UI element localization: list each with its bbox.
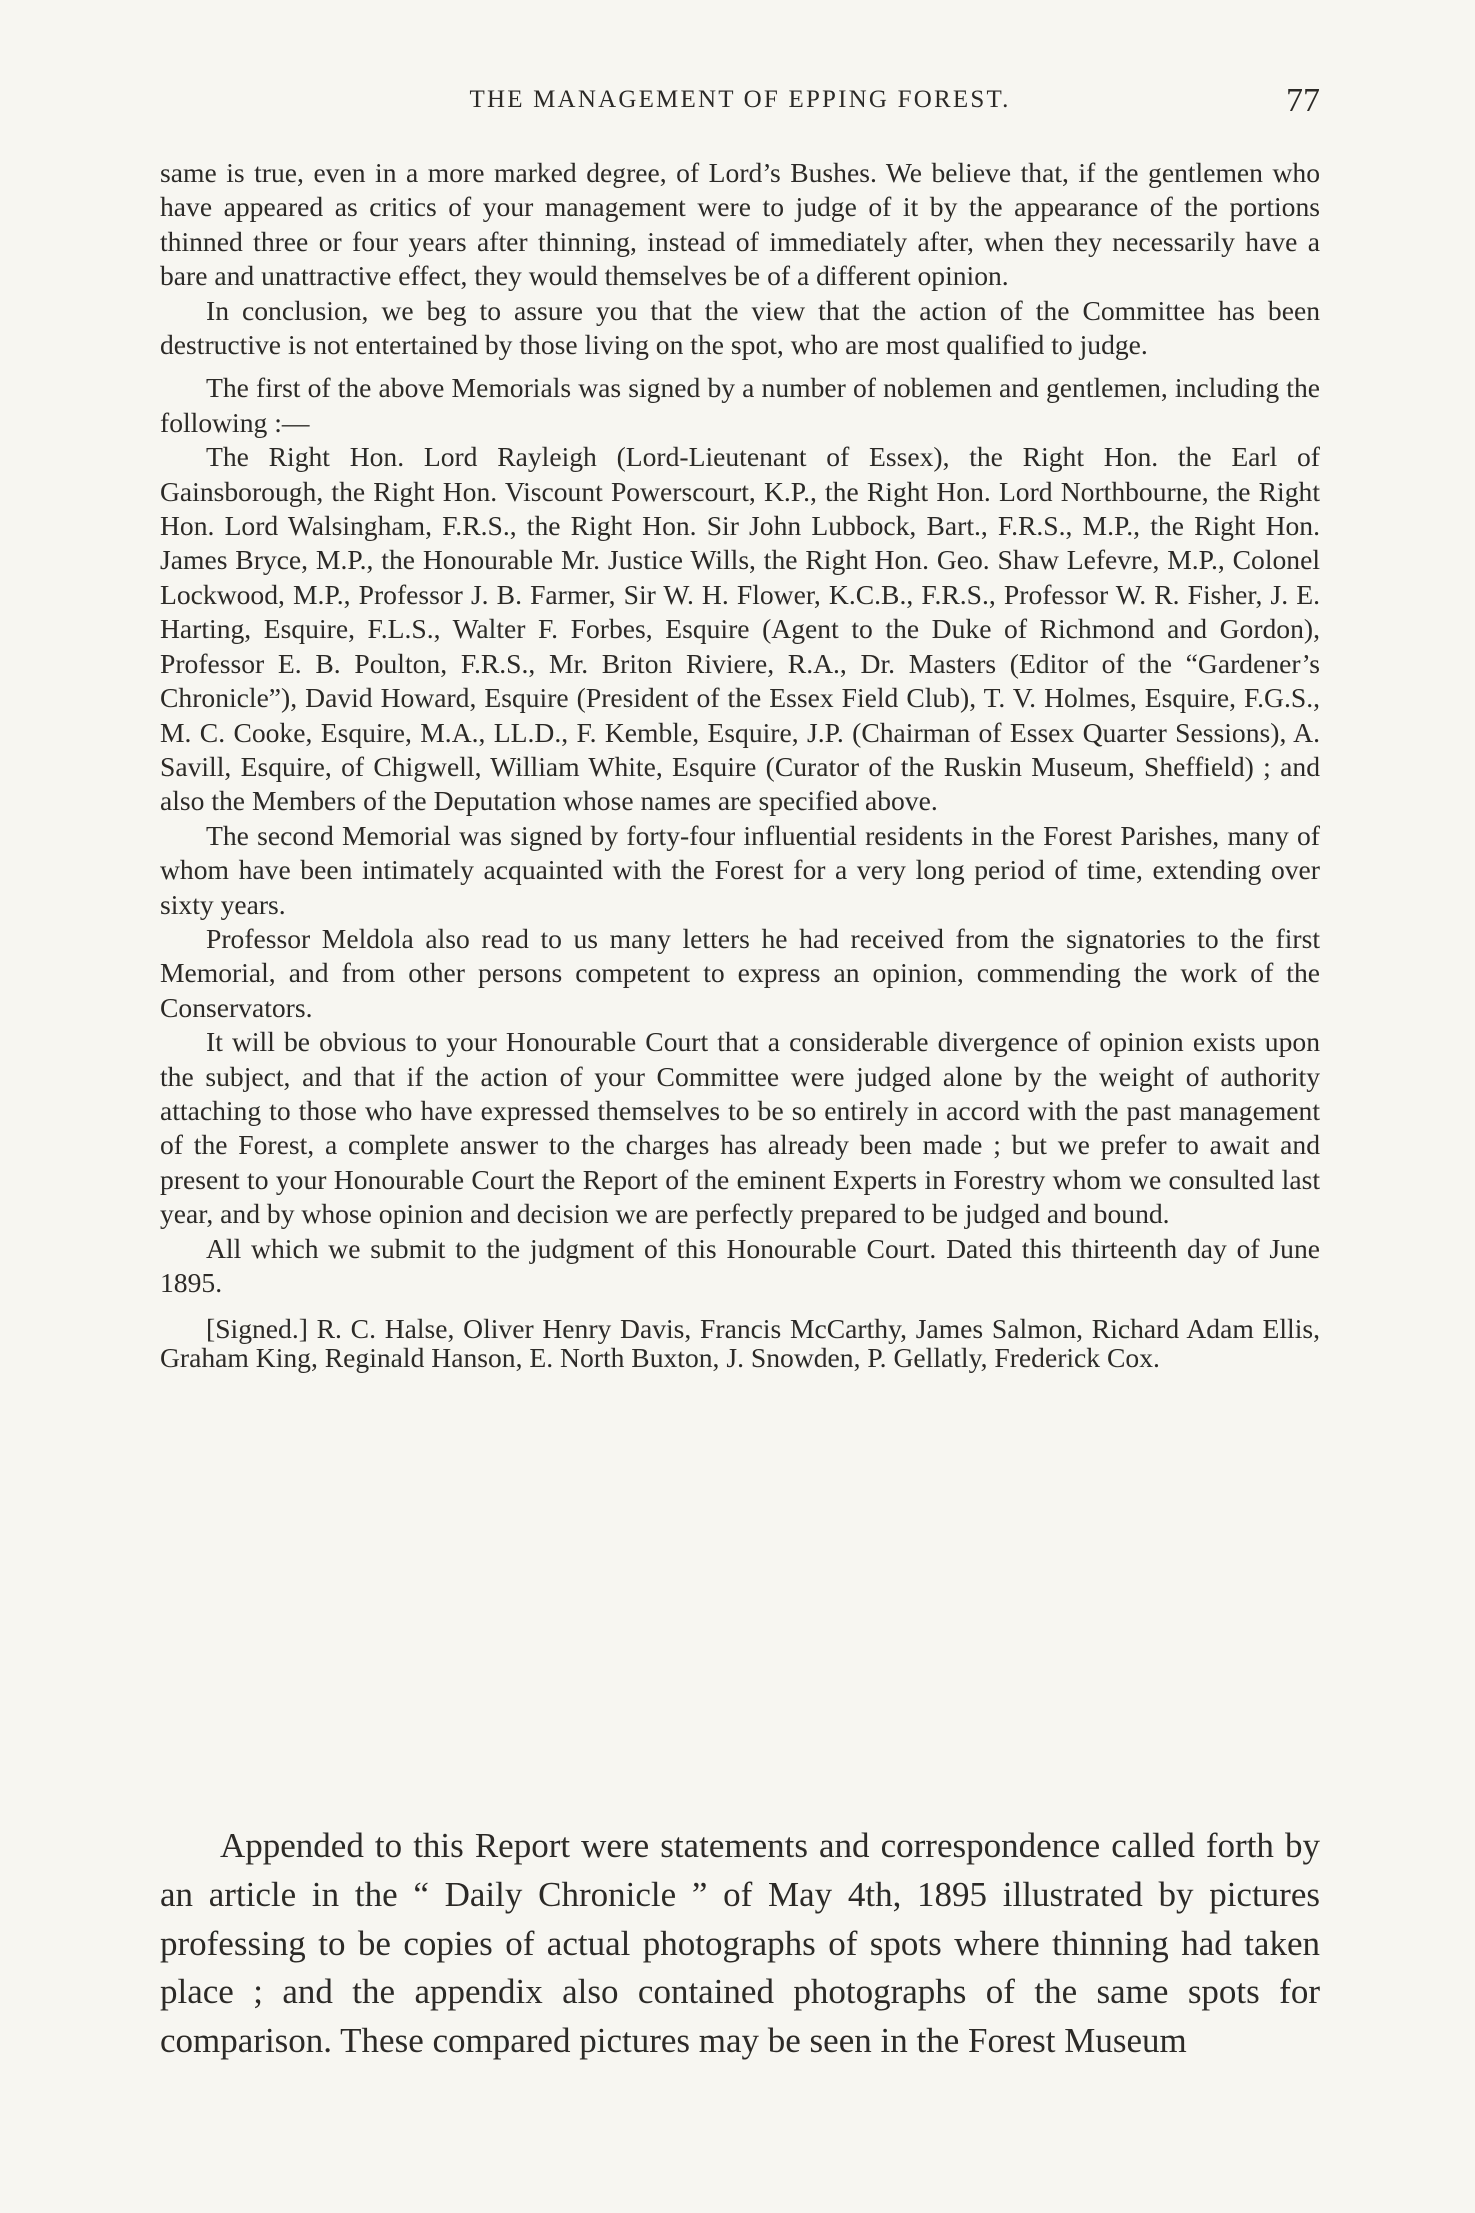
paragraph-meldola-letters: Professor Meldola also read to us many letters he had received from the signatories to the first Memorial, and from other persons competent to express an opinion, commending the work of the Conservators.	[160, 922, 1320, 1023]
running-title: THE MANAGEMENT OF EPPING FOREST.	[469, 86, 1011, 113]
running-head	[160, 82, 1320, 122]
paragraph-submission: All which we submit to the judgment of this Honourable Court. Dated this thirteenth day of June 1895.	[160, 1232, 1320, 1298]
page-number: 77	[1286, 82, 1320, 119]
paragraph-signed: [Signed.] R. C. Halse, Oliver Henry Davis, Francis McCarthy, James Salmon, Richard Adam Ellis, Graham King, Reginald Hanson, E. North Buxton, J. Snowden, P. Gellatly, Frederick Cox.	[160, 1313, 1320, 1374]
paragraph-conclusion: In conclusion, we beg to assure you that the view that the action of the Committee has been destructive is not entertained by those living on the spot, who are most qualified to judge.	[160, 294, 1320, 361]
paragraph-signatories: The Right Hon. Lord Rayleigh (Lord-Lieutenant of Essex), the Right Hon. the Earl of Gainsborough, the Right Hon. Viscount Powerscourt, K.P., the Right Hon. Lord Northbourne, the Right Hon. Lord Walsingham, F.R.S., the Right Hon. Sir John Lubbock, Bart., F.R.S., M.P., the Right Hon. James Bryce, M.P., the Honourable Mr. Justice Wills, the Right Hon. Geo. Shaw Lefevre, M.P., Colonel Lockwood, M.P., Professor J. B. Farmer, Sir W. H. Flower, K.C.B., F.R.S., Professor W. R. Fisher, J. E. Harting, Esquire, F.L.S., Walter F. Forbes, Esquire (Agent to the Duke of Richmond and Gordon), Professor E. B. Poulton, F.R.S., Mr. Briton Riviere, R.A., Dr. Masters (Editor of the “Gardener’s Chronicle”), David Howard, Esquire (President of the Essex Field Club), T. V. Holmes, Esquire, F.G.S., M. C. Cooke, Esquire, M.A., LL.D., F. Kemble, Esquire, J.P. (Chairman of Essex Quarter Sessions), A. Savill, Esquire, of Chigwell, William White, Esquire (Curator of the Ruskin Museum, Sheffield) ; and also the Members of the Deputation whose names are specified above.	[160, 441, 1320, 817]
closing-section	[160, 1822, 1320, 2066]
paragraph-second-memorial: The second Memorial was signed by forty-four influential residents in the Forest Parishes, many of whom have been intimately acquainted with the Forest for a very long period of time, extending over sixty years.	[160, 819, 1320, 920]
paragraph-first-memorial: The first of the above Memorials was signed by a number of noblemen and gentlemen, including the following :—	[160, 372, 1320, 438]
report-body	[160, 156, 1320, 1372]
paragraph-divergence: It will be obvious to your Honourable Court that a considerable divergence of opinion exists upon the subject, and that if the action of your Committee were judged alone by the weight of authority attaching to those who have expressed themselves to be so entirely in accord with the past management of the Forest, a complete answer to the charges has already been made ; but we prefer to await and present to your Honourable Court the Report of the eminent Experts in Forestry whom we consulted last year, and by whose opinion and decision we are perfectly prepared to be judged and bound.	[160, 1026, 1320, 1230]
paragraph-lords-bushes: same is true, even in a more marked degree, of Lord’s Bushes. We believe that, if the gentlemen who have appeared as critics of your management were to judge of it by the appearance of the portions thinned three or four years after thinning, instead of immediately after, when they necessarily have a bare and unattractive effect, they would themselves be of a different opinion.	[160, 157, 1320, 292]
paragraph-appended: Appended to this Report were statements and correspondence called forth by an article in the “ Daily Chronicle ” of May 4th, 1895 illustrated by pictures professing to be copies of actual photographs of spots where thinning had taken place ; and the appendix also contained photographs of the same spots for comparison. These compared pictures may be seen in the Forest Museum	[160, 1826, 1320, 2061]
